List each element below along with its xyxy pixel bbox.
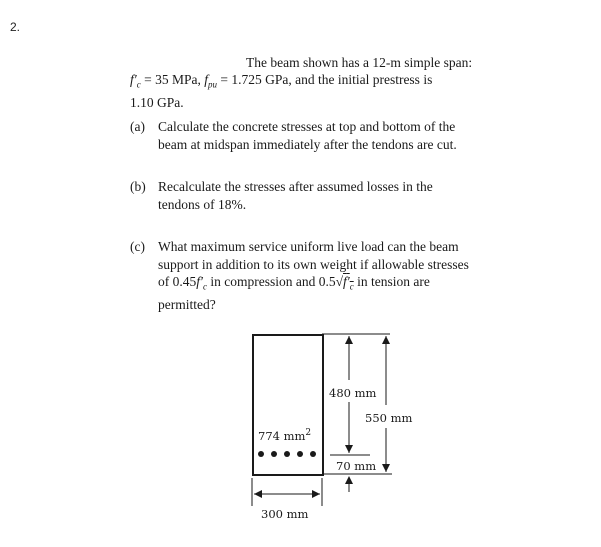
sqrt-fc-symbol: $√f'_c$ (335, 274, 354, 292)
part-a-tag: (a) (130, 119, 145, 134)
intro-line-2: $f'_c = 35$ MPa, $f_{pu} = 1.725$ GPa, and the initial prestress is (130, 72, 433, 90)
question-number: 2. (10, 20, 21, 34)
fc-symbol: $f'_c$ (196, 274, 207, 292)
width-label: 300 mm (261, 507, 309, 521)
depth-label: 480 mm (329, 386, 377, 400)
fpu-symbol: $f_{pu}$ (204, 72, 217, 90)
part-a: (a) Calculate the concrete stresses at top and bottom of the beam at midspan immediately after the tendons are cut. (130, 119, 457, 152)
total-depth-label: 550 mm (365, 411, 413, 425)
steel-area-label: 774 $mm^2$ (258, 428, 312, 443)
part-b-tag: (b) (130, 179, 146, 194)
part-c-tag: (c) (130, 239, 145, 254)
fc-symbol: $f'_c$ (130, 72, 141, 90)
intro-line-1: The beam shown has a 12-m simple span: (246, 55, 473, 70)
part-b: (b) Recalculate the stresses after assumed losses in the tendons of 18%. (130, 179, 433, 212)
part-c: (c) What maximum service uniform live load can the beam support in addition to its own weight if allowable stresses of $0.45f'_c$ in compression and $0.5√f'_c$ in tension are permitted? (130, 239, 469, 313)
cover-label: 70 mm (336, 459, 377, 473)
intro-line-3: 1.10 GPa. (130, 94, 184, 110)
